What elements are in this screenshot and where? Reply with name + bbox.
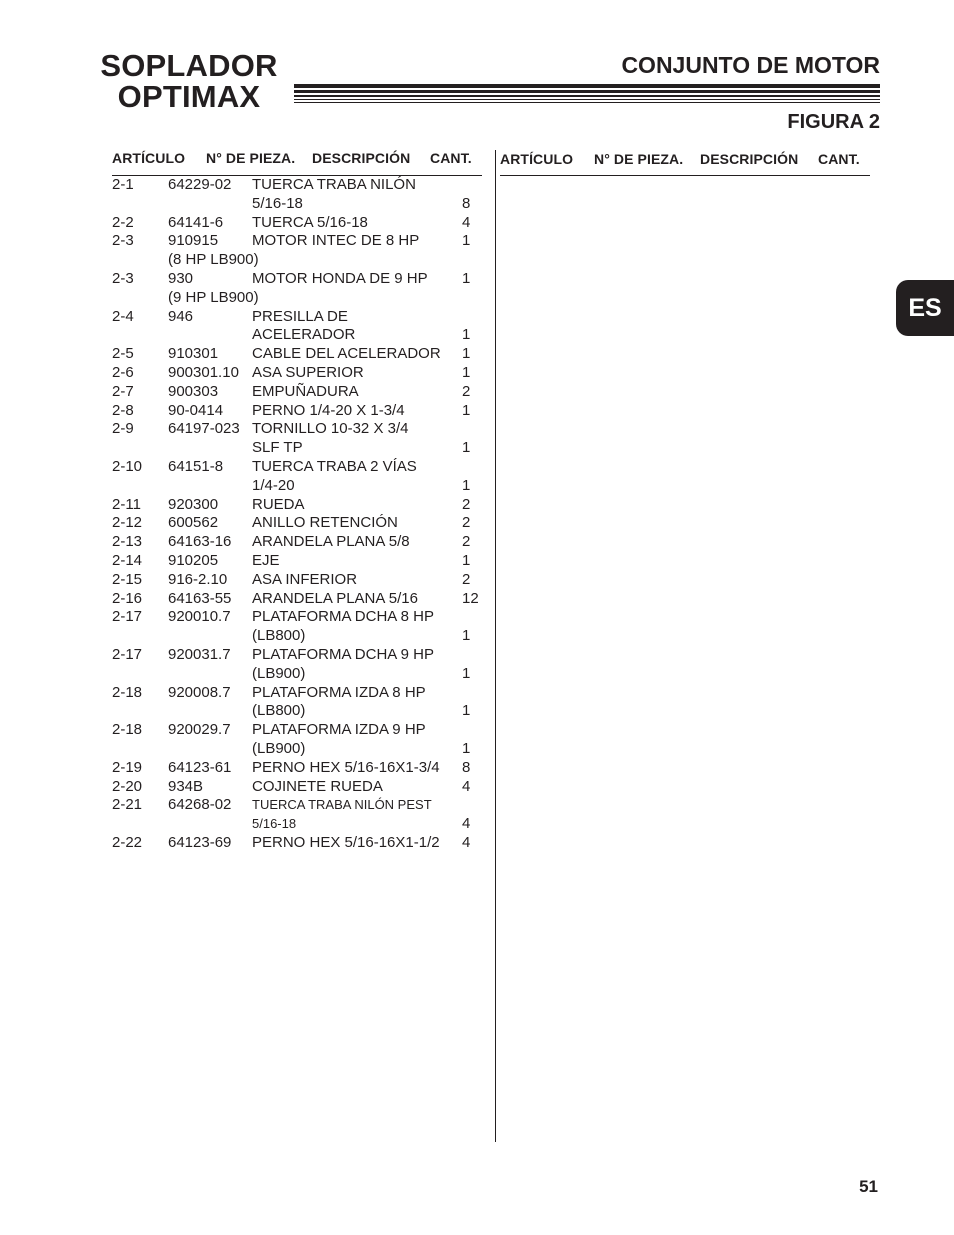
- part-item-number: 2-1: [112, 176, 134, 193]
- column-header-description: DESCRIPCIÓN: [312, 150, 411, 166]
- part-description: PERNO 1/4-20 X 1-3/4: [252, 401, 405, 419]
- part-item-number: 2-16: [112, 589, 143, 607]
- part-item-number: 2-14: [112, 551, 143, 569]
- part-number: 64141-6: [168, 213, 224, 231]
- product-title-line1: SOPLADOR: [100, 48, 278, 83]
- part-item-number: 2-17: [112, 645, 143, 663]
- product-title-line2: OPTIMAX: [117, 79, 261, 114]
- parts-row: [112, 778, 482, 797]
- figure-label: FIGURA 2: [787, 111, 880, 133]
- part-description: ARANDELA PLANA 5/16: [252, 589, 418, 607]
- part-description: ARANDELA PLANA 5/8: [252, 533, 410, 551]
- part-item-number: 2-17: [112, 608, 143, 626]
- part-item-number: 2-7: [112, 382, 134, 400]
- part-item-number: 2-21: [112, 796, 143, 814]
- parts-row: [112, 552, 482, 571]
- part-quantity: 12: [462, 589, 479, 607]
- part-quantity: 2: [462, 533, 471, 551]
- right-header-rule: [500, 175, 870, 176]
- part-quantity: 8: [462, 194, 471, 212]
- part-item-number: 2-11: [112, 495, 141, 513]
- part-number: 910205: [168, 551, 219, 569]
- part-item-number: 2-20: [112, 777, 143, 795]
- part-description: RUEDA: [252, 495, 305, 513]
- part-number: 900303: [168, 382, 219, 400]
- page-number: 51: [859, 1177, 878, 1196]
- part-description: TORNILLO 10-32 X 3/4 SLF TP: [252, 420, 409, 457]
- part-quantity: 1: [462, 702, 471, 720]
- part-description: CABLE DEL ACELERADOR: [252, 345, 441, 363]
- parts-row: [112, 590, 482, 609]
- part-quantity: 1: [462, 345, 471, 363]
- part-number: 64229-02: [168, 176, 232, 193]
- part-number: 934B: [168, 777, 204, 795]
- part-description: TUERCA 5/16-18: [252, 213, 368, 231]
- parts-row: [112, 214, 482, 233]
- part-number: 916-2.10: [168, 570, 228, 588]
- part-quantity: 4: [462, 815, 471, 833]
- part-number: 600562: [168, 514, 219, 532]
- part-number: 64163-55: [168, 589, 232, 607]
- part-quantity: 2: [462, 514, 471, 532]
- part-quantity: 1: [462, 551, 471, 569]
- part-quantity: 2: [462, 382, 471, 400]
- part-number: 64123-61: [168, 758, 232, 776]
- part-item-number: 2-15: [112, 570, 143, 588]
- parts-row: [112, 608, 482, 646]
- part-description: ANILLO RETENCIÓN: [252, 514, 398, 532]
- header-rule: [294, 99, 880, 100]
- part-number: 920300: [168, 495, 219, 513]
- product-title: [100, 50, 278, 112]
- part-description: PLATAFORMA IZDA 9 HP (LB900): [252, 721, 426, 757]
- part-model-note: (8 HP LB900): [168, 251, 259, 269]
- part-description: PLATAFORMA DCHA 9 HP (LB900): [252, 645, 434, 682]
- part-quantity: 1: [462, 326, 471, 344]
- column-header-item: ARTÍCULO: [500, 151, 574, 167]
- part-item-number: 2-12: [112, 514, 143, 532]
- parts-row: [112, 402, 482, 421]
- part-number: 920010.7: [168, 608, 231, 626]
- column-header-qty: CANT.: [430, 150, 472, 166]
- right-column-header: [500, 151, 860, 167]
- part-item-number: 2-19: [112, 758, 143, 776]
- part-item-number: 2-4: [112, 307, 134, 325]
- parts-row: [112, 458, 482, 496]
- part-quantity: 2: [462, 570, 471, 588]
- part-quantity: 8: [462, 758, 471, 776]
- part-description: TUERCA TRABA 2 VÍAS 1/4-20: [252, 457, 417, 494]
- header-rules: [294, 84, 880, 105]
- part-item-number: 2-5: [112, 345, 134, 363]
- part-quantity: 1: [462, 739, 471, 757]
- part-quantity: 1: [462, 401, 471, 419]
- part-description: TUERCA TRABA NILÓN 5/16-18: [252, 176, 416, 212]
- part-number: 910915: [168, 232, 219, 250]
- parts-row: [112, 759, 482, 778]
- column-divider: [495, 150, 496, 1142]
- part-number: 64197-023: [168, 420, 240, 438]
- part-description: MOTOR HONDA DE 9 HP: [252, 269, 428, 287]
- part-item-number: 2-3: [112, 269, 134, 287]
- part-description: MOTOR INTEC DE 8 HP: [252, 232, 420, 250]
- part-description: TUERCA TRABA NILÓN PEST 5/16-18: [252, 797, 432, 832]
- part-item-number: 2-13: [112, 533, 143, 551]
- parts-row: [112, 684, 482, 722]
- parts-row: [112, 420, 482, 458]
- part-number: 930: [168, 269, 194, 287]
- column-header-part-no: N° DE PIEZA.: [594, 151, 684, 167]
- column-header-item: ARTÍCULO: [112, 150, 186, 166]
- part-number: 64163-16: [168, 533, 232, 551]
- parts-row: [112, 721, 482, 759]
- parts-row: [112, 496, 482, 515]
- part-quantity: 1: [462, 269, 471, 287]
- part-item-number: 2-22: [112, 833, 143, 851]
- part-quantity: 1: [462, 363, 471, 381]
- parts-row: [112, 514, 482, 533]
- part-quantity: 4: [462, 777, 471, 795]
- part-description: EJE: [252, 551, 280, 569]
- part-quantity: 1: [462, 439, 471, 457]
- parts-row: [112, 345, 482, 364]
- section-title: CONJUNTO DE MOTOR: [621, 52, 880, 78]
- part-number: 900301.10: [168, 363, 239, 381]
- part-description: PERNO HEX 5/16-16X1-1/2: [252, 833, 440, 851]
- part-description: PLATAFORMA DCHA 8 HP (LB800): [252, 608, 434, 645]
- part-number: 90-0414: [168, 401, 224, 419]
- part-quantity: 1: [462, 232, 471, 250]
- parts-row: [112, 796, 482, 834]
- part-quantity: 4: [462, 213, 471, 231]
- part-description: ASA INFERIOR: [252, 570, 358, 588]
- left-column-header: [112, 150, 472, 166]
- header-rule: [294, 84, 880, 88]
- header-rule: [294, 102, 880, 103]
- part-number: 920008.7: [168, 683, 231, 701]
- parts-row: [112, 270, 482, 308]
- part-item-number: 2-6: [112, 363, 134, 381]
- parts-row: [112, 533, 482, 552]
- part-description: EMPUÑADURA: [252, 382, 359, 400]
- column-header-qty: CANT.: [818, 151, 860, 167]
- part-description: COJINETE RUEDA: [252, 777, 383, 795]
- part-model-note: (9 HP LB900): [168, 288, 259, 306]
- part-item-number: 2-9: [112, 420, 134, 438]
- part-description: PLATAFORMA IZDA 8 HP (LB800): [252, 683, 426, 720]
- part-quantity: 1: [462, 627, 471, 645]
- part-number: 64123-69: [168, 833, 232, 851]
- column-header-part-no: N° DE PIEZA.: [206, 150, 296, 166]
- part-description: ASA SUPERIOR: [252, 363, 364, 381]
- parts-row: [112, 308, 482, 346]
- header-rule: [294, 90, 880, 93]
- parts-row: [112, 364, 482, 383]
- part-description: PRESILLA DE ACELERADOR: [252, 307, 356, 344]
- parts-row: [112, 571, 482, 590]
- part-item-number: 2-8: [112, 401, 134, 419]
- part-number: 946: [168, 307, 194, 325]
- header-rule: [294, 95, 880, 97]
- part-item-number: 2-10: [112, 457, 143, 475]
- parts-row: [112, 176, 482, 214]
- part-quantity: 4: [462, 833, 471, 851]
- part-number: 910301: [168, 345, 219, 363]
- part-number: 64268-02: [168, 796, 232, 814]
- part-item-number: 2-2: [112, 213, 134, 231]
- part-item-number: 2-18: [112, 721, 143, 739]
- part-description: PERNO HEX 5/16-16X1-3/4: [252, 758, 440, 776]
- parts-row: [112, 646, 482, 684]
- parts-row: [112, 383, 482, 402]
- language-tab: ES: [896, 280, 954, 336]
- part-quantity: 1: [462, 664, 471, 682]
- parts-row: [112, 232, 482, 270]
- parts-row: [112, 834, 482, 853]
- part-number: 920029.7: [168, 721, 231, 739]
- part-item-number: 2-18: [112, 683, 143, 701]
- part-number: 920031.7: [168, 645, 231, 663]
- part-quantity: 2: [462, 495, 471, 513]
- parts-list: [112, 176, 482, 853]
- part-number: 64151-8: [168, 457, 224, 475]
- part-item-number: 2-3: [112, 232, 134, 250]
- column-header-description: DESCRIPCIÓN: [700, 151, 799, 167]
- part-quantity: 1: [462, 476, 471, 494]
